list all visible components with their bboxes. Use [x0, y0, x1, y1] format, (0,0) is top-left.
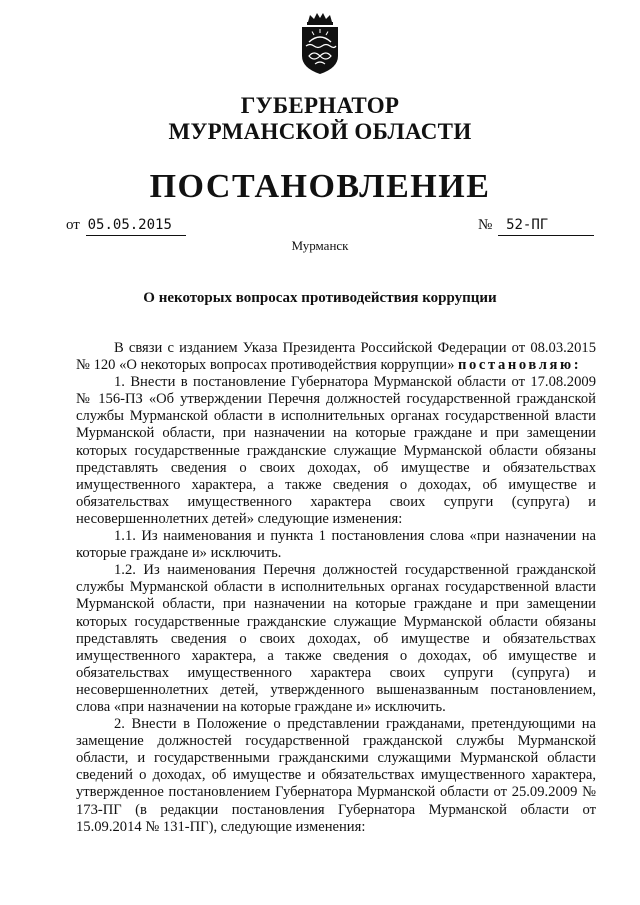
decree-word: постановляю:	[458, 357, 582, 374]
document-city: Мурманск	[291, 238, 349, 253]
intro-paragraph	[76, 340, 596, 374]
document-type-title: ПОСТАНОВЛЕНИЕ	[149, 168, 491, 205]
organization-name-line1: ГУБЕРНАТОР	[240, 93, 400, 118]
document-date-row	[66, 215, 186, 236]
paragraph-1: 1. Внести в постановление Губернатора Мурманской области от 17.08.2009 № 156-ПЗ «Об утверждении Перечня должностей государственной гражданской службы Мурманской области в исполнительных органах государственной власти Мурманской области, при назначении на которые граждане и при замещении которых государственные гражданские служащие Мурманской области обязаны представлять сведения о своих доходах, об имуществе и обязательствах имущественного характера, а также сведения о доходах, об имуществе и обязательствах имущественного характера своих супруги (супруга) и несовершеннолетних детей» следующие изменения:	[76, 374, 596, 527]
paragraph-1-2: 1.2. Из наименования Перечня должностей государственной гражданской службы Мурманской области в исполнительных органах государственной власти Мурманской области, при назначении на которые граждане и при замещении которых государственные гражданские служащие Мурманской области обязаны представлять сведения о своих доходах, об имуществе и обязательствах имущественного характера, а также сведения о доходах, об имуществе и обязательствах имущественного характера своих супруги (супруга) и несовершеннолетних детей, утвержденного вышеназванным постановлением, слова «при назначении на которые граждане и» исключить.	[76, 562, 596, 715]
document-subject: О некоторых вопросах противодействия коррупции	[143, 290, 497, 306]
paragraph-1-1: 1.1. Из наименования и пункта 1 постановления слова «при назначении на которые граждане и» исключить.	[76, 528, 596, 562]
number-label: №	[478, 217, 493, 233]
document-number-field: 52-ПГ	[498, 215, 594, 236]
paragraph-2: 2. Внести в Положение о представлении гражданами, претендующими на замещение должностей государственной гражданской службы Мурманской области, и государственными гражданскими служащими Мурманской области сведений о доходах, об имуществе и обязательствах имущественного характера, утвержденное постановлением Губернатора Мурманской области от 25.09.2009 № 173-ПГ (в редакции постановления Губернатора Мурманской области от 15.09.2014 № 131-ПГ), следующие изменения:	[76, 716, 596, 835]
coat-of-arms-emblem	[296, 12, 344, 76]
intro-text: В связи с изданием Указа Президента Российской Федерации от 08.03.2015 № 120 «О некоторых вопросах противодействия коррупции»	[76, 340, 596, 374]
document-date-field: 05.05.2015	[86, 215, 186, 236]
organization-name-line2: МУРМАНСКОЙ ОБЛАСТИ	[168, 119, 472, 144]
document-body	[76, 340, 596, 836]
date-label: от	[66, 217, 80, 233]
document-number-row	[478, 215, 594, 236]
